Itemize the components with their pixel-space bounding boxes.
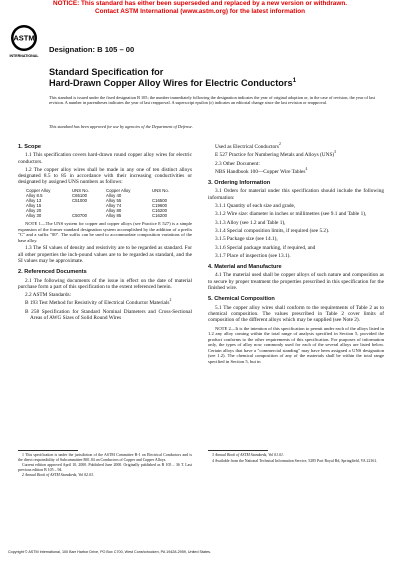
reference-b258: B 258 Specification for Standard Nominal Diameters and Cross-Sectional Areas of AWG Sizes of Solid Round Wires: [25, 308, 192, 322]
note-2: NOTE 2—It is the intention of this specification to permit under each of the alloys listed in 1.2 any alloy coming within the total range of analysis specified in Section 5, provided the product conforms to the other requirements of this specification. For purposes of information only, the types of alloy now commonly used for each of the several alloys are listed below. Certain alloys that have a "commercial standing" may have been assigned a UNS designation (see 1.2). The chemical composition of any of the materials shall be within the total range specified in Section 5, but in: [208, 325, 384, 364]
table-cell: C16500: [152, 197, 168, 203]
footnote-rule-right: [208, 450, 268, 451]
table-cell: Alloy 74: [105, 203, 122, 209]
astm-logo-graphic: [7, 23, 41, 59]
list-item: 3.1.3 Alloy (see 1.2 and Table 1),: [215, 219, 286, 226]
reference-b193: B 193 Test Method for Resistivity of Electrical Conductor Materials$^2$: [25, 298, 172, 307]
astm-logo: [7, 23, 41, 59]
col-header: Copper Alloy: [26, 187, 51, 193]
list-item: 3.1.2 Wire size: diameter in inches or millimetres (see 9.1 and Table 1),: [215, 211, 367, 218]
reference-e527: E 527 Practice for Numbering Metals and Alloys (UNS)$^3$: [215, 150, 337, 159]
footnote-1-edition: Current edition approved April 10, 2000. Published June 2000. Originally published as B 105 – 36 T. Last previous edition B 105 – 94.: [18, 463, 192, 472]
title-footnote-mark: 1: [292, 76, 297, 84]
paragraph-4-1: 4.1 The material used shall be copper alloys of such nature and composition as to secure by proper treatment the properties prescribed in this specification for the finished wire.: [208, 272, 384, 292]
notice-line-1: NOTICE: This standard has either been superseded and replaced by a new version or withdrawn.: [52, 0, 348, 7]
table-cell: Alloy 13: [26, 197, 42, 203]
paragraph-2-2: 2.2 ASTM Standards:: [25, 292, 72, 299]
right-column: [208, 144, 384, 366]
section-heading-referenced-documents: 2. Referenced Documents: [18, 269, 87, 276]
table-cell: Alloy 80: [105, 208, 122, 214]
section-heading-ordering-information: 3. Ordering Information: [208, 180, 271, 187]
logo-text: ASTM: [13, 33, 35, 43]
document-title: [49, 67, 379, 88]
left-column: [18, 144, 192, 323]
designation: Designation: B 105 – 00: [49, 45, 135, 54]
reference-nbs: NBS Handbook 100—Copper Wire Tables$^4$: [215, 167, 308, 175]
table-cell: Alloy 40: [105, 192, 122, 198]
col-header: Copper Alloy: [105, 187, 131, 193]
table-cell: Alloy 8.5: [26, 192, 43, 198]
paragraph-5-1: 5.1 The copper alloy wires shall conform to the requirements of Table 2 as to chemical composition. The values prescribed in Table 2 cover limits of composition of the different alloys which may be supplied (see Note 2).: [208, 304, 384, 324]
notice-line-2: Contact ASTM International (www.astm.org) for the latest information: [94, 7, 306, 15]
footnotes-right: [208, 453, 384, 464]
table-cell: Alloy 20: [26, 208, 42, 214]
section-heading-chemical-composition: 5. Chemical Composition: [208, 296, 275, 303]
table-cell: C16200: [152, 208, 168, 214]
section-heading-scope: 1. Scope: [18, 144, 42, 150]
footnote-4: 4 Available from the National Technical Information Service, 5285 Port Royal Rd, Springfield, VA 22161.: [212, 458, 378, 463]
paragraph-1-1: 1.1 This specification covers hard-drawn round copper alloy wires for electric conductors.: [18, 152, 192, 165]
footnote-rule-left: [18, 450, 78, 451]
footnote-2: 2 Annual Book of ASTM Standards, Vol 02.03.: [22, 473, 94, 478]
table-cell: Alloy 85: [105, 213, 122, 219]
approval-statement: This standard has been approved for use by agencies of the Department of Defense.: [49, 124, 193, 129]
paragraph-2-3: 2.3 Other Document:: [215, 160, 260, 167]
table-cell: Alloy 30: [26, 213, 42, 219]
title-line-2: Hard-Drawn Copper Alloy Wires for Electric Conductors$^1$: [49, 76, 297, 88]
list-item: 3.1.6 Special package marking, if required, and: [215, 244, 316, 251]
reference-b258-continued: Used as Electrical Conductors$^2$: [215, 142, 281, 150]
logo-subtext: INTERNATIONAL: [9, 54, 39, 58]
table-cell: Alloy 55: [105, 197, 122, 203]
footnotes-left: [18, 453, 192, 479]
title-line-1: Standard Specification for: [49, 67, 164, 77]
list-item: 3.1.5 Package size (see 14.1),: [215, 236, 278, 243]
paragraph-1-2: 1.2 The copper alloy wires shall be made in any one of ten distinct alloys designated 8.5 to 85 in accordance with their increasing conductivities or designated by assigned UNS numbers as follows:: [18, 166, 192, 186]
copyright-footer: Copyright © ASTM International, 100 Barr Harbor Drive, PO Box C700, West Conshohocken, PA 19428-2959, United States.: [8, 550, 212, 554]
table-cell: C51000: [72, 197, 88, 203]
list-item: 3.1.4 Special composition limits, if required (see 5.2).: [215, 227, 330, 234]
table-row: [24, 213, 184, 218]
col-header: UNS No.: [72, 187, 89, 193]
table-cell: C19600: [152, 203, 168, 209]
list-item: 3.1.1 Quantity of each size and grade,: [215, 203, 296, 210]
table-cell: C16200: [152, 213, 168, 219]
table-cell: C65100: [72, 192, 88, 198]
note-1: NOTE 1—The UNS system for copper and copper alloys (see Practice E 527) is a simple expansion of the former standard designation system accomplished by the addition of a prefix "C" and a suffix "00". The suffix can be used to accommodate composition variations of the base alloy.: [18, 221, 192, 243]
table-cell: Alloy 15: [26, 203, 42, 209]
issued-statement: This standard is issued under the fixed designation B 105; the number immediately following the designation indicates the year of original adoption or, in the case of revision, the year of last revision. A number in parentheses indicates the year of last reapproval. A superscript epsilon (ε) indicates an editorial change since the last revision or reapproval.: [49, 95, 375, 106]
footnote-3: 3 Annual Book of ASTM Standards, Vol 01.01.: [212, 453, 284, 457]
footnote-1: 1 This specification is under the jurisdiction of the ASTM Committee B-1 on Electrical Conductors and is the direct responsibility of Subcommittee B01.04 on Conductors of Copper and Copper Alloys.: [18, 453, 192, 462]
table-cell: C50700: [72, 213, 88, 219]
paragraph-1-3: 1.3 The SI values of density and resistivity are to be regarded as standard. For all other properties the inch-pound values are to be regarded as standard, and the SI values may be approximate.: [18, 245, 192, 264]
paragraph-3-1: 3.1 Orders for material under this specification should include the following information:: [208, 188, 384, 201]
list-item: 3.1.7 Place of inspection (see 13.1).: [215, 252, 291, 259]
paragraph-2-1: 2.1 The following documents of the issue in effect on the date of material purchase form a part of this specification to the extent referenced herein.: [18, 277, 192, 290]
alloy-table: [24, 188, 184, 219]
section-heading-material-and-manufacture: 4. Material and Manufacture: [208, 264, 282, 271]
col-header: UNS No.: [152, 187, 169, 193]
notice-banner: [0, 0, 400, 15]
